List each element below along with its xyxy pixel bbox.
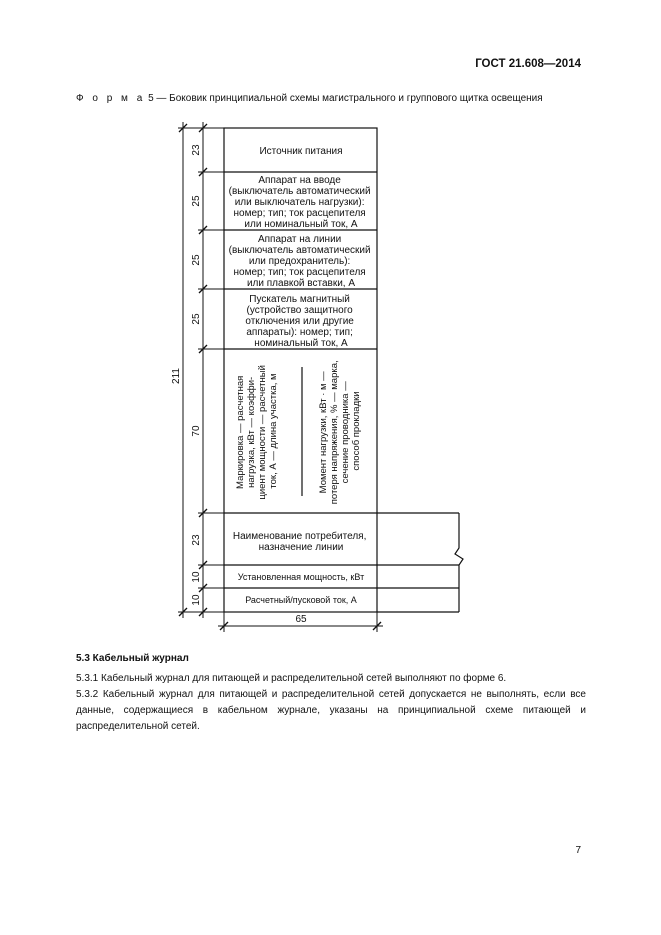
- dim-width: 65: [295, 614, 307, 625]
- cell-installed-power: Установленная мощность, кВт: [237, 572, 365, 582]
- cell-line-device: Аппарат на линии (выключатель автоматический или предохранитель): номер; тип; ток расцепителя или плавкой вставки, А: [228, 234, 371, 289]
- cell-marking-left: Маркировка — расчетная нагрузка, кВт — коэффи- циент мощности — расчетный ток, А — длина участка, м: [235, 365, 279, 500]
- standard-code: ГОСТ 21.608—2014: [475, 58, 581, 70]
- dim-row-3: 25: [191, 254, 202, 266]
- cell-texts: [229, 146, 374, 605]
- dim-row-7: 10: [191, 571, 202, 583]
- continuation-frame: [377, 513, 463, 612]
- page-number: 7: [575, 845, 581, 856]
- paragraph-5-3-1: 5.3.1 Кабельный журнал для питающей и распределительной сетей выполняют по форме 6.: [76, 673, 507, 684]
- dim-row-2: 25: [191, 195, 202, 207]
- paragraph-5-3-2: 5.3.2 Кабельный журнал для питающей и распределительной сетей допускается не выполнять, если все данные, содержащиеся в кабельном журнале, указаны на принципиальной схеме питающей и распределительной сетей.: [76, 689, 586, 732]
- form-label: Ф о р м а: [76, 93, 146, 104]
- dim-total-height: 211: [171, 368, 182, 384]
- dim-row-6: 23: [191, 534, 202, 546]
- dim-row-8: 10: [191, 594, 202, 606]
- cell-power-source: Источник питания: [259, 146, 343, 157]
- cell-consumer: Наименование потребителя, назначение линии: [232, 531, 367, 553]
- dim-row-5: 70: [191, 425, 202, 437]
- section-heading: 5.3 Кабельный журнал: [76, 653, 189, 664]
- break-line: [455, 513, 463, 612]
- cell-input-device: Аппарат на вводе (выключатель автоматический или выключатель нагрузки): номер; тип; ток расцепителя или номинальный ток, А: [228, 175, 371, 230]
- dim-row-4: 25: [191, 313, 202, 325]
- cell-marking-right: Момент нагрузки, кВт · м — потеря напряжения, % — марка, сечение проводника — способ прокладки: [318, 360, 362, 505]
- cell-starter: Пускатель магнитный (устройство защитного отключения или другие аппараты): номер; тип; номинальный ток, А: [245, 294, 354, 349]
- dim-row-1: 23: [191, 144, 202, 156]
- form-number: 5: [148, 93, 154, 104]
- cell-current: Расчетный/пусковой ток, А: [245, 595, 357, 605]
- form-title: — Боковик принципиальной схемы магистрального и группового щитка освещения: [156, 93, 543, 104]
